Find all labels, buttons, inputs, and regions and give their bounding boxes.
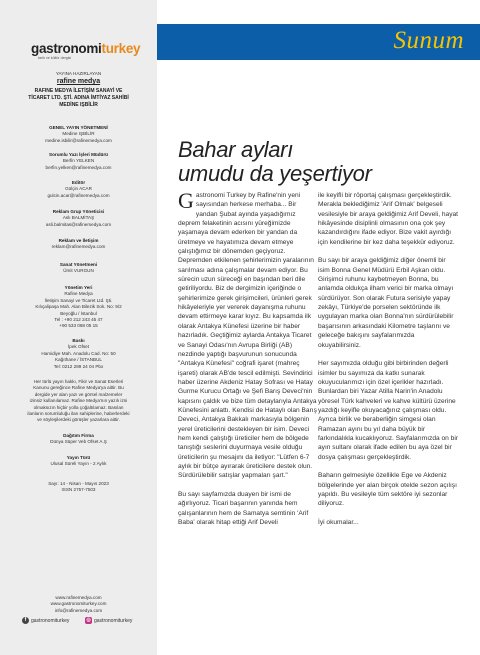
staff-block xyxy=(0,262,157,275)
staff-line: berfin.yelken@rafinemedya.com xyxy=(45,164,112,170)
web-block xyxy=(0,595,157,614)
staff-title: Yönetim Yeri xyxy=(64,285,93,290)
staff-line: asli.balmitas@rafinemedya.com xyxy=(45,221,112,227)
legal-line: ve söyleşilerdeki görüşler yazarlara aittir. xyxy=(37,417,120,423)
article-headline xyxy=(178,138,468,186)
address-line: İpek Ofset xyxy=(68,344,89,350)
staff-title: Reklam ve İletişim xyxy=(58,238,99,243)
staff-line: Gülçin ACAR xyxy=(65,186,92,192)
headline-line: umudu da yeşertiyor xyxy=(178,161,372,186)
instagram-link[interactable] xyxy=(85,617,132,624)
publisher-label: YAYINA HAZIRLAYAN xyxy=(55,71,102,76)
staff-line: medine.isbilir@rafinemedya.com xyxy=(45,137,112,143)
staff-line: Ümit VURGUN xyxy=(63,268,94,274)
logo-tagline: tarih ve kültür dergisi xyxy=(38,56,72,60)
web-link[interactable]: www.rafinemedya.com xyxy=(55,595,102,600)
address-line: Rafine Medya xyxy=(64,291,93,297)
facebook-icon: f xyxy=(22,617,29,624)
legal-line: dergide yer alan yazı ve görsel malzemeler xyxy=(34,391,123,397)
article-paragraph: Bu sayı sayfamızda duayen bir ismi de ağırlıyoruz. Ticari başarının yanında hem çalışanlarının hem de Samatya semtinin 'Arif Baba' olarak hitap ettiği Arif Develi xyxy=(178,491,309,527)
staff-line: gulcin.acar@rafinemedya.com xyxy=(47,192,110,198)
article-paragraph: Her sayımızda olduğu gibi birbirinden değerli isimler bu sayımıza da katkı sunarak okuyucularımızı için özel içerikler hazırladı. Bunlardan biri Yazar Atilla Narin'in Anadolu yöresel Türk kahveleri ve kahve kültürü üzerine yazdığı keyifle okuyacağınız çalışması oldu. Ayrıca birlik ve beraberliğin simgesi olan Ramazan ayını bu yıl daha büyük bir farkındalıkla kucaklıyoruz. Sayfalarımızda on bir ayın sultanı olarak ifade edilen bu aya özel bir dosya çalışması gerçekleştirdik. xyxy=(318,360,458,461)
publication-type-block xyxy=(0,455,157,468)
staff-block xyxy=(0,180,157,199)
staff-title: Sanat Yönetmeni xyxy=(59,262,98,267)
article-column-1 xyxy=(178,188,318,537)
article-paragraph: İyi okumalar... xyxy=(318,519,359,527)
address-line: Beyoğlu / İstanbul xyxy=(60,310,97,316)
staff-block xyxy=(0,209,157,228)
legal-line: ilanların sorumluluğu ilan sahiplerine, haberlerdeki xyxy=(27,411,130,417)
company-line: MEDİNE IŞBİLİR xyxy=(59,102,98,108)
article-paragraph: Baharın gelmesiyle özellikle Ege ve Akdeniz bölgelerinde yer alan birçok otelde sezon açılışı yapıldı. Bu vesileyle tüm sektöre iyi sezonlar diliyoruz. xyxy=(318,472,457,508)
address-line: Kağıthane / İSTANBUL xyxy=(55,357,102,363)
staff-line: reklam@rafinemedya.com xyxy=(51,244,106,250)
article-column-2 xyxy=(318,191,458,537)
staff-title: Dağıtım Firma xyxy=(63,433,94,438)
instagram-icon: ◎ xyxy=(86,617,91,623)
staff-block xyxy=(0,152,157,171)
legal-line: Her türlü yayın hakkı, Fikir ve Sanat Eserleri xyxy=(33,379,124,384)
staff-title: Sorumlu Yazı İşleri Müdürü xyxy=(49,152,108,157)
gastronomi-turkey-logo: gastronomiturkey xyxy=(31,41,141,56)
management-address-block xyxy=(0,285,157,330)
address-line: Kılıçalipaşa Mah. Alan Bilezik Sok. No: 9/2 xyxy=(35,304,122,310)
company-line: RAFINE MEDYA İLETİŞİM SANAYİ VE xyxy=(34,88,123,95)
staff-title: Reklam Grup Yöneticisi xyxy=(52,209,105,214)
legal-line: izinsiz kullanılamaz. Rafine Medya'nın yazılı izni xyxy=(29,398,128,404)
staff-title: Baskı xyxy=(72,338,85,343)
staff-line: Berfin YELKEN xyxy=(62,158,95,164)
legal-notice xyxy=(0,379,157,424)
staff-line: Aslı BALMİTAŞ xyxy=(62,215,95,221)
staff-block xyxy=(0,238,157,251)
email-link[interactable]: info@rafinemedya.com xyxy=(54,607,103,613)
social-handle: gastronomiturkey xyxy=(94,617,133,624)
staff-title: Editör xyxy=(71,180,86,185)
issue-line: ISSN 2757-7503 xyxy=(61,487,96,493)
address-line: Hamidiye Mah. Anadolu Cad. No: 50 xyxy=(41,350,116,356)
staff-line: Dünya Süper Veb Ofset A.Ş xyxy=(50,439,107,445)
section-banner xyxy=(157,24,480,60)
article-paragraph: Gastronomi Turkey by Rafine'nin yeni sayısından herkese merhaba... Bir yandan Şubat ayında yaşadığımız deprem felaketinin acısını yüreğimizde yaşamaya devam ederken bir yandan da üretmeye ve hayatımıza devam etmeye çalıştığımız bir dönemden geçiyoruz. Depremden etkilenen şehirlerimizin yaralarının sarılması adına çalışmalar devam ediyor. Bu sürecin uzun süreceği en başından beri dile getiriliyordu. Biz de dergimizin içeriğinde o şehirlerimize gerek girişimcileri, ürünleri gerek hikâyeleriyle yer vererek dayanışma ruhunu devam ettirmeye karar kıyız. Bu kapsamda ilk olarak Antakya Künefesi üzerine bir haber hazırladık. Geçtiğimiz aylarda Antakya Ticaret ve Sanayi Odası'nın Avrupa Birliği (AB) nezdinde yaptığı başvurunun sonucunda "Antakya Künefesi" coğrafi işaret (mahreç işareti) olarak AB'de tescil edilmişti. Sevindirici haber üzerine Akdeniz Hatay Sofrası ve Hatay Gurme Kurucu Ortağı ve Şefi Barış Deveci'nin kapısını çaldık ve bize tüm detaylarıyla Antakya Künefesini anlattı. Kendisi de Hataylı olan Barış Deveci, Antakya Bakkalı markasıyla bölgenin yerel üreticilerini destekleyen bir isim. Deveci hem kendi çalıştığı üreticiler hem de bölgede tanıştığı seslerini duyurmaya vesile olduğu üreticilerin şu mesajını da iletiyor: "Lütfen 6-7 aylık bir bütçe ayırarak üreticilere destek olun. Sürdürülebilir satışlar yapmaları şart." xyxy=(178,188,317,480)
staff-title: GENEL YAYIN YÖNETMENİ xyxy=(49,125,108,130)
staff-block xyxy=(0,125,157,144)
address-line: Tel: 0212 289 24 04 Pbx xyxy=(53,363,104,369)
masthead-sidebar xyxy=(0,0,157,655)
section-title: Sunum xyxy=(393,27,464,54)
legal-line: olmaksızın hiçbir yolla çoğaltılamaz. Basılan xyxy=(33,404,124,410)
headline-line: Bahar ayları xyxy=(178,137,294,162)
address-line: +90 533 068 05 15 xyxy=(59,323,98,329)
company-line: TİCARET LTD. ŞTİ. ADINA İMTİYAZ SAHİBİ xyxy=(28,95,129,102)
staff-line: Ulusal Süreli Yayın - 2 Aylık xyxy=(50,461,107,467)
distribution-block xyxy=(0,433,157,446)
publisher-block xyxy=(0,71,157,109)
drop-cap: G xyxy=(178,188,194,213)
facebook-link[interactable] xyxy=(22,617,69,624)
legal-line: Kanunu gereğince Rafine Medya'ya aittir. Bu xyxy=(33,385,124,391)
printing-block xyxy=(0,338,157,370)
article-paragraph: Bu sayı bir araya geldiğimiz diğer önemli bir isim Bonna Genel Müdürü Erbil Aşkan oldu. Girişimci ruhunu kaybetmeyen Bonna, bu anlamda oldukça ilham verici bir marka olmayı sürdürüyor. Son olarak Futura serisiyle yapay zekâyı, Türkiye'de porselen sektöründe ilk uygulayan marka olan Bonna'nın sürdürülebilir başarısının arkasındaki Kilometre taşlarını ve geleceğe bakışını sayfalarımızda okuyabilirsiniz. xyxy=(318,257,454,349)
issue-block xyxy=(0,481,157,494)
address-line: İletişim Sanayi ve Ticaret Ltd. Şti. xyxy=(44,297,113,303)
staff-line: Medine IŞBİLİR xyxy=(62,131,95,137)
staff-title: Yayın Türü xyxy=(66,455,91,460)
issue-line: Sayı: 14 - Nisan - Mayıs 2023 xyxy=(48,481,109,486)
address-line: Tel : +90 212 243 45 47 xyxy=(54,317,103,323)
article-paragraph: ile keyifli bir röportaj çalışması gerçekleştirdik. Merakla beklediğimiz 'Arif Olmak' belgeseli vesilesiyle bir araya geldiğimiz Arif Develi, hayat hikâyesinde disiplinli olmasının ona çok şey kazandırdığını ifade ediyor. Bize vakit ayırdığı için kendilerine bir kez daha teşekkür ediyoruz. xyxy=(318,192,458,246)
publisher-name: rafine medya xyxy=(56,78,101,86)
social-handle: gastronomiturkey xyxy=(31,617,70,624)
web-link[interactable]: www.gastronomiturkey.com xyxy=(50,601,107,607)
